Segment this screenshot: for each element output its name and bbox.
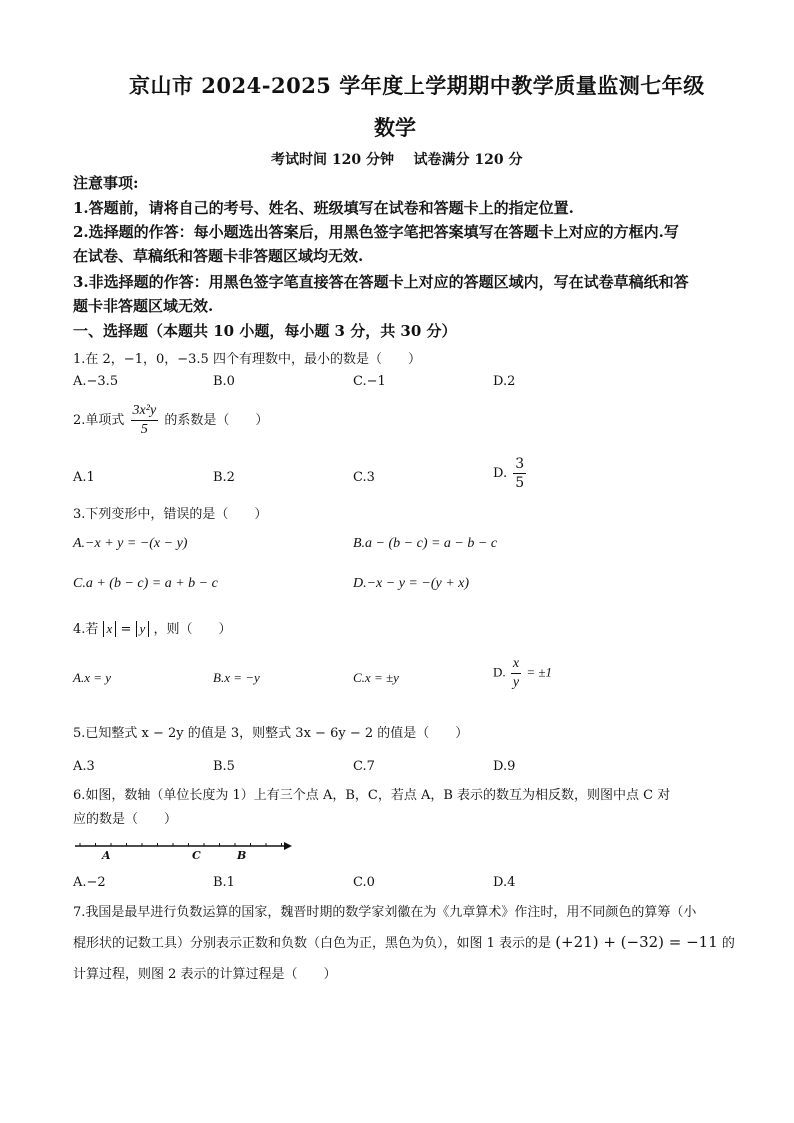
q6-option-a: A.−2: [73, 875, 106, 890]
q2-d-numerator: 3: [515, 456, 525, 472]
q3-option-a: A.−x + y = −(x − y): [73, 536, 188, 551]
q5-option-c: C.7: [353, 759, 375, 774]
notice-heading: 注意事项:: [73, 174, 139, 192]
notice-1: 1.答题前，请将自己的考号、姓名、班级填写在试卷和答题卡上的指定位置.: [73, 199, 574, 217]
notice-3-line2: 题卡非答题区域无效.: [73, 297, 214, 315]
q2-denominator: 5: [140, 422, 148, 437]
q4-option-d: [493, 657, 552, 690]
q4-option-b: B.x = −y: [213, 670, 260, 685]
q4-d-numerator: x: [511, 657, 521, 674]
q2-option-d: [493, 457, 528, 490]
question-7-line3: 计算过程，则图 2 表示的计算过程是（ ）: [73, 967, 337, 982]
q5-option-a: A.3: [73, 759, 95, 774]
q6-option-b: B.1: [213, 875, 235, 890]
q4-option-a: A.x = y: [73, 670, 112, 685]
exam-info: 考试时间 120 分钟 试卷满分 120 分: [271, 152, 523, 168]
q4-d-denominator: y: [512, 675, 520, 690]
notice-2-line2: 在试卷、草稿纸和答题卡非答题区域均无效.: [73, 247, 364, 265]
q4-suffix: ，则（ ）: [153, 622, 232, 637]
question-7-line1: 7.我国是最早进行负数运算的国家，魏晋时期的数学家刘徽在为《九章算术》作注时，用不同颜色的算筹（小: [73, 905, 697, 920]
q1-option-a: A.−3.5: [73, 374, 119, 389]
section-title: 一、选择题（本题共 10 小题，每小题 3 分，共 30 分）: [73, 322, 457, 340]
q4-eq: =: [120, 622, 132, 637]
q6-option-d: D.4: [493, 875, 516, 890]
q2-d-denominator: 5: [515, 475, 525, 491]
point-label-b: B: [237, 849, 247, 862]
question-3: 3.下列变形中，错误的是（ ）: [73, 507, 268, 522]
question-4: [73, 618, 231, 637]
q5-option-d: D.9: [493, 759, 516, 774]
q7-expression: (+21) + (−32) = −11: [555, 933, 718, 951]
q4-d-prefix: D.: [493, 664, 506, 680]
question-2: [73, 404, 268, 437]
q2-numerator: 3x²y: [131, 404, 159, 421]
q2-suffix: 的系数是（ ）: [164, 413, 269, 428]
question-5: 5.已知整式 x − 2y 的值是 3，则整式 3x − 6y − 2 的值是（ ）: [73, 726, 469, 741]
q4-d-suffix: = ±1: [526, 664, 553, 680]
q2-d-prefix: D.: [493, 466, 508, 481]
subject-title: 数学: [374, 115, 416, 140]
q2-option-c: C.3: [353, 470, 375, 485]
q4-abs-y: y: [136, 621, 150, 637]
point-label-c: C: [192, 849, 201, 862]
q3-option-b: B.a − (b − c) = a − b − c: [353, 536, 498, 551]
question-1: 1.在 2，−1，0，−3.5 四个有理数中，最小的数是（ ）: [73, 352, 421, 367]
number-line-figure: [72, 834, 302, 864]
q3-option-c: C.a + (b − c) = a + b − c: [73, 576, 218, 591]
q1-option-d: D.2: [493, 374, 516, 389]
number-line-arrow-icon: [284, 842, 292, 850]
q4-abs-x: x: [103, 621, 117, 637]
q2-fraction: [131, 404, 159, 437]
q7-line2-text: 棍形状的记数工具）分别表示正数和负数（白色为正，黑色为负），如图 1 表示的是: [73, 936, 552, 951]
q6-option-c: C.0: [353, 875, 375, 890]
q1-option-c: C.−1: [353, 374, 386, 389]
notice-3-line1: 3.非选择题的作答：用黑色签字笔直接答在答题卡上对应的答题区域内，写在试卷草稿纸和答: [73, 273, 689, 291]
question-6-line2: 应的数是（ ）: [73, 812, 178, 827]
point-label-a: A: [102, 849, 111, 862]
q4-prefix: 4.若: [73, 622, 99, 637]
q2-prefix: 2.单项式: [73, 413, 125, 428]
q2-option-a: A.1: [73, 470, 95, 485]
q7-line2-end: 的: [721, 936, 735, 951]
page-title: 京山市 2024-2025 学年度上学期期中教学质量监测七年级: [129, 73, 705, 98]
q4-option-c: C.x = ±y: [353, 670, 399, 685]
question-7-line2: [73, 932, 735, 951]
notice-2-line1: 2.选择题的作答：每小题选出答案后，用黑色签字笔把答案填写在答题卡上对应的方框内.写: [73, 223, 679, 241]
q1-option-b: B.0: [213, 374, 235, 389]
q3-option-d: D.−x − y = −(y + x): [353, 576, 470, 591]
q5-option-b: B.5: [213, 759, 235, 774]
question-6-line1: 6.如图，数轴（单位长度为 1）上有三个点 A，B，C，若点 A，B 表示的数互为相反数，则图中点 C 对: [73, 788, 671, 803]
q2-option-b: B.2: [213, 470, 235, 485]
